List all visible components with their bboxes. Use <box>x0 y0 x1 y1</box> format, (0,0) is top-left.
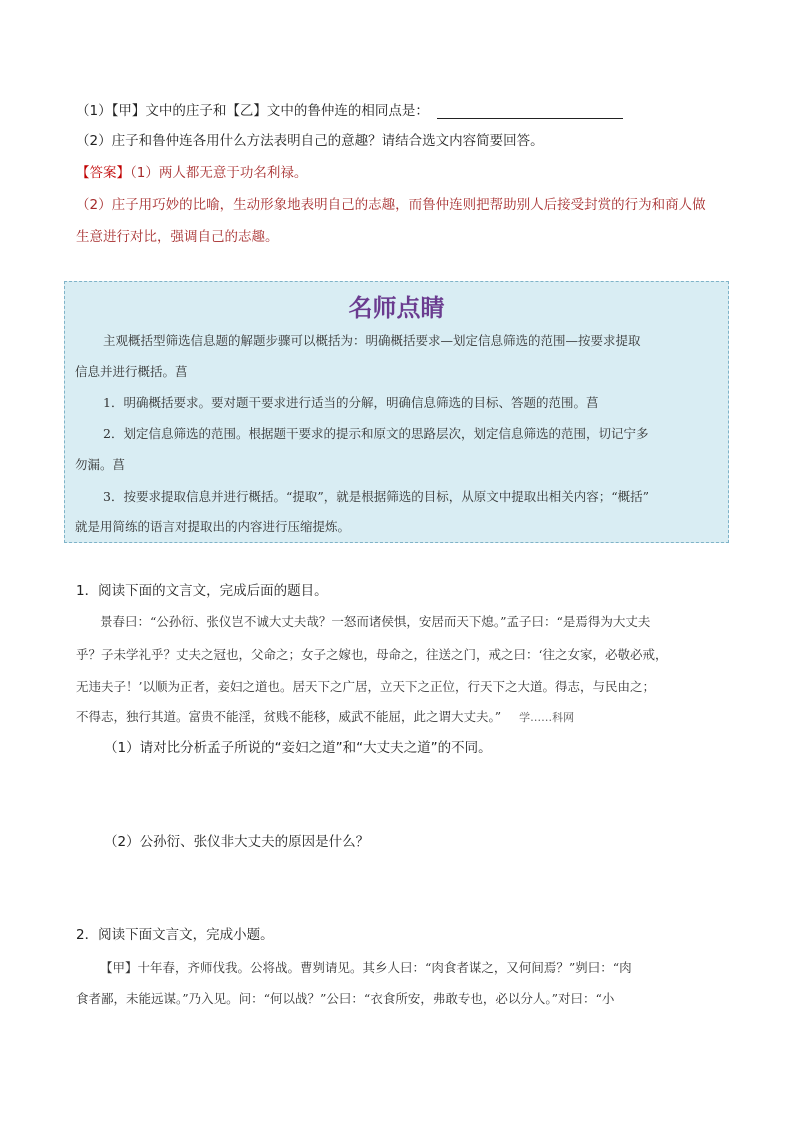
exercise-1-question-1: （1）请对比分析孟子所说的“妾妇之道”和“大丈夫之道”的不同。 <box>104 740 492 756</box>
exercise-1-question-2: （2）公孙衍、张仪非大丈夫的原因是什么？ <box>104 834 370 850</box>
tip-line: 勿漏。菖 <box>75 457 126 472</box>
passage-line: 【甲】十年春，齐师伐我。公将战。曹刿请见。其乡人曰：“肉食者谋之，又何间焉？”刿曰：“肉 <box>100 960 632 975</box>
tip-line: 3．按要求提取信息并进行概括。“提取”，就是根据筛选的目标，从原文中提取出相关内容；“概括” <box>103 489 650 504</box>
answer-tag: 【答案】 <box>76 165 130 181</box>
tip-box-title: 名师点睛 <box>348 293 445 322</box>
tip-line: 2．划定信息筛选的范围。根据题干要求的提示和原文的思路层次，划定信息筛选的范围，切记宁多 <box>103 426 649 441</box>
tip-box <box>64 281 729 543</box>
answer-2-line-1: （2）庄子用巧妙的比喻，生动形象地表明自己的志趣，而鲁仲连则把帮助别人后接受封赏的行为和商人做 <box>76 197 706 213</box>
tip-line: 就是用简练的语言对提取出的内容进行压缩提炼。 <box>75 519 351 534</box>
question-1-text: （1）【甲】文中的庄子和【乙】文中的鲁仲连的相同点是： <box>76 103 429 119</box>
answer-1-text: （1）两人都无意于功名利禄。 <box>130 165 308 181</box>
tip-line: 主观概括型筛选信息题的解题步骤可以概括为：明确概括要求—划定信息筛选的范围—按要求提取 <box>103 333 641 348</box>
tip-line: 1．明确概括要求。要对题干要求进行适当的分解，明确信息筛选的目标、答题的范围。菖 <box>103 395 599 410</box>
answer-blank <box>437 104 623 119</box>
passage-line: 食者鄙，未能远谋。”乃入见。问：“何以战？”公曰：“衣食所安，弗敢专也，必以分人。”对曰：“小 <box>76 991 615 1006</box>
answer-2-line-2: 生意进行对比，强调自己的志趣。 <box>76 229 279 245</box>
exercise-1-heading: 1．阅读下面的文言文，完成后面的题目。 <box>76 583 328 599</box>
passage-line-text: 不得志，独行其道。富贵不能淫，贫贱不能移，威武不能屈，此之谓大丈夫。” <box>76 709 502 724</box>
passage-line: 无违夫子！’以顺为正者，妾妇之道也。居天下之广居，立天下之正位，行天下之大道。得志，与民由之； <box>76 679 655 694</box>
question-2-text: （2）庄子和鲁仲连各用什么方法表明自己的意趣？请结合选文内容简要回答。 <box>76 133 544 149</box>
question-1-line <box>76 101 726 121</box>
passage-line <box>76 707 726 728</box>
passage-line: 景春曰：“公孙衍、张仪岂不诚大丈夫哉？一怒而诸侯惧，安居而天下熄。”孟子曰：“是焉得为大丈夫 <box>100 614 651 629</box>
answer-line-1 <box>76 163 726 183</box>
watermark-text: 学……科网 <box>519 711 575 724</box>
exercise-2-heading: 2．阅读下面文言文，完成小题。 <box>76 927 274 943</box>
passage-line: 乎？子未学礼乎？丈夫之冠也，父命之；女子之嫁也，母命之，往送之门，戒之曰：‘往之女家，必敬必戒， <box>76 647 668 662</box>
tip-line: 信息并进行概括。菖 <box>75 364 188 379</box>
